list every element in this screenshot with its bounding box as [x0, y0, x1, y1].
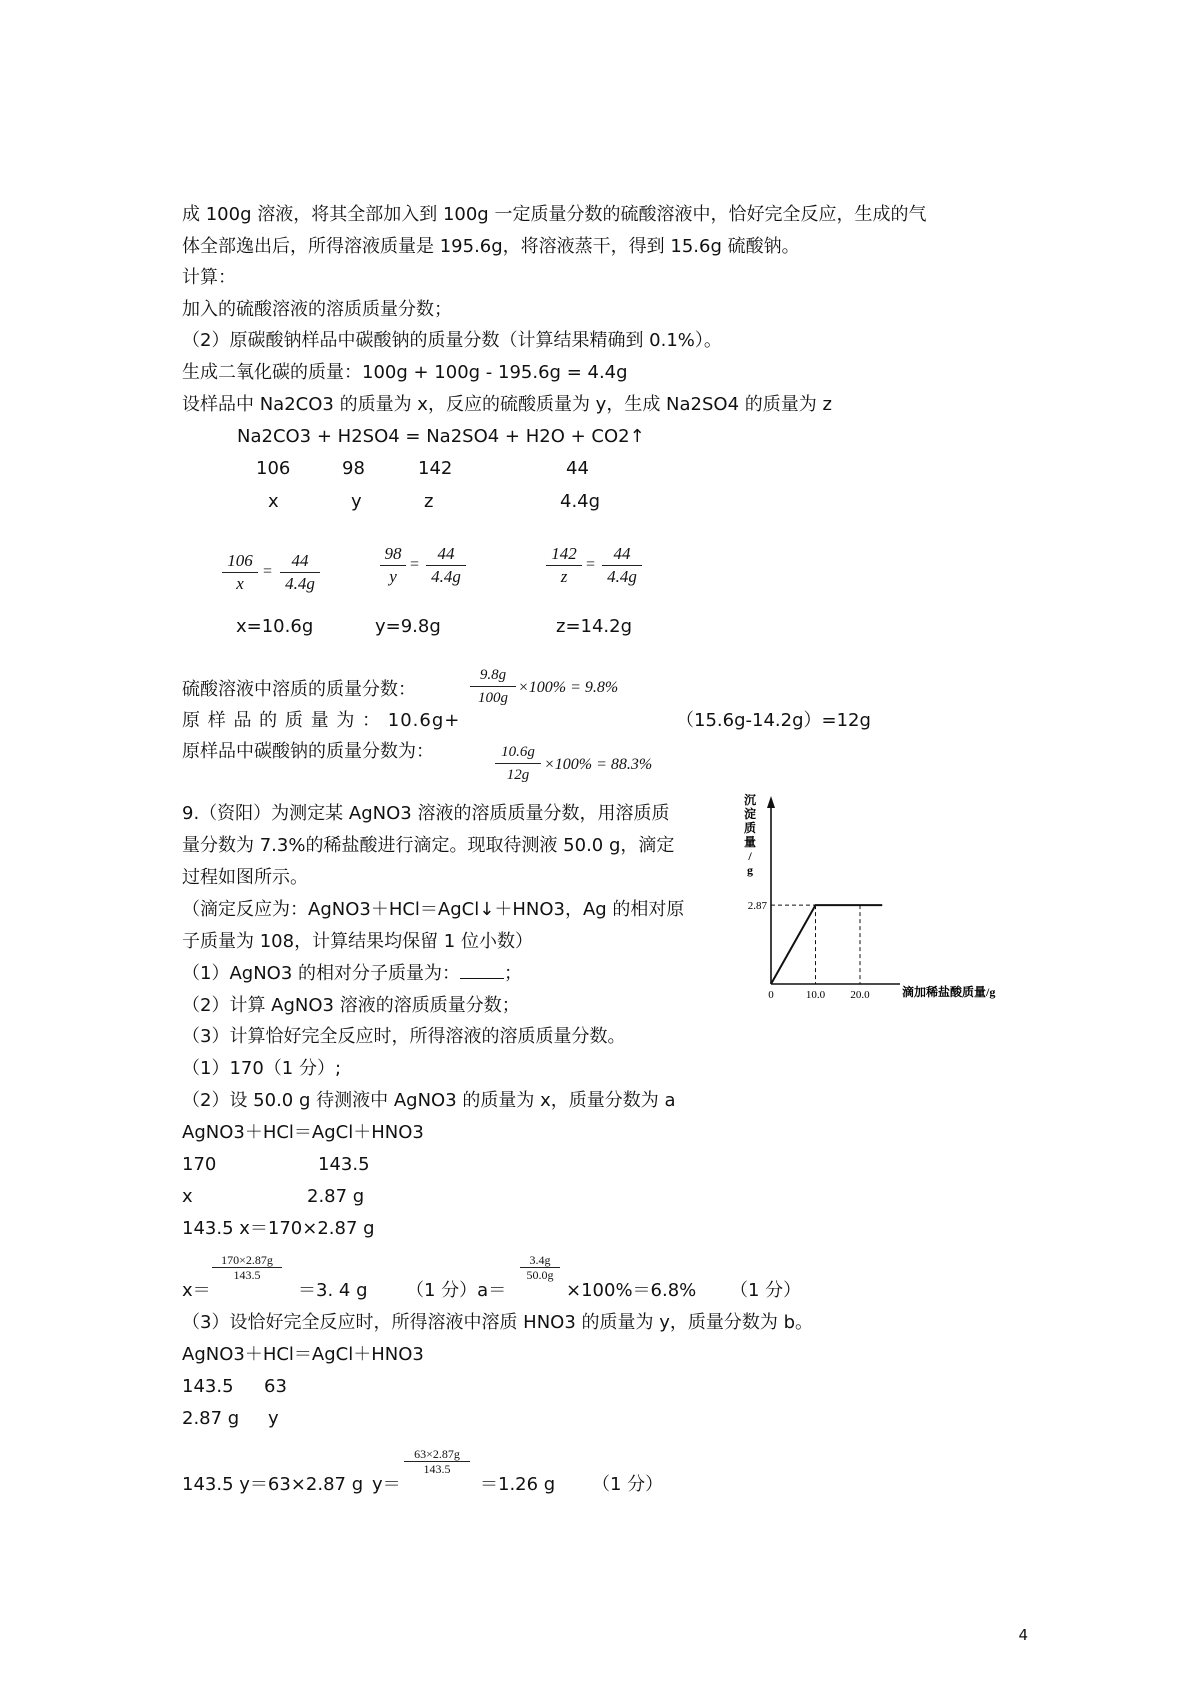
fraction-44-4.4g: 44 4.4g: [602, 543, 642, 588]
intro-line-2: 体全部逸出后，所得溶液质量是 195.6g，将溶液蒸干，得到 15.6g 硫酸钠。: [182, 236, 800, 257]
question-1: 加入的硫酸溶液的溶质质量分数；: [182, 299, 452, 320]
fraction-9.8g-100g: 9.8g 100g: [470, 664, 516, 709]
answer-2-let: （2）设 50.0 g 待测液中 AgNO3 的质量为 x，质量分数为 a: [182, 1090, 676, 1111]
co2-mass: 生成二氧化碳的质量：100g + 100g - 195.6g = 4.4g: [182, 362, 628, 383]
page-number: 4: [1018, 1626, 1028, 1644]
x-tick-label: 10.0: [805, 989, 826, 1000]
var-z: z: [424, 491, 434, 512]
titration-chart: [740, 790, 1030, 1000]
var-x: x: [268, 491, 279, 512]
x-tick-label: 0: [768, 989, 774, 1000]
acid-fraction-label: 硫酸溶液中溶质的质量分数：: [182, 679, 416, 700]
na2co3-fraction-result: ×100% = 88.3%: [544, 756, 653, 773]
fraction-98-y: 98 y: [380, 543, 406, 588]
fraction-142-z: 142 z: [546, 543, 582, 588]
mr-h2so4: 98: [342, 458, 365, 479]
y-axis-arrow: [767, 796, 775, 808]
var2-agcl: 2.87 g: [182, 1408, 240, 1429]
y-tick-label: 2.87: [747, 900, 767, 913]
calc-label: 计算：: [182, 267, 236, 288]
mr2-hno3: 63: [264, 1376, 287, 1397]
var2-y: y: [268, 1408, 279, 1429]
fraction-10.6g-12g: 10.6g 12g: [495, 741, 541, 786]
mr2-agcl: 143.5: [182, 1376, 234, 1397]
problem9-line-4: （滴定反应为：AgNO3＋HCl＝AgCl↓＋HNO3，Ag 的相对原: [182, 899, 685, 920]
intro-line-1: 成 100g 溶液，将其全部加入到 100g 一定质量分数的硫酸溶液中，恰好完全反应，生成的气: [182, 204, 927, 225]
mr1-agno3: 170: [182, 1154, 217, 1175]
mr-na2so4: 142: [418, 458, 453, 479]
problem9-line-5: 子质量为 108，计算结果均保留 1 位小数）: [182, 931, 533, 952]
var-co2: 4.4g: [560, 491, 601, 512]
var-y: y: [351, 491, 362, 512]
result-x: x=10.6g: [236, 616, 314, 637]
y-prefix: y＝: [372, 1474, 401, 1495]
y-axis-label: 沉淀质量/ g: [743, 793, 757, 877]
let-statement: 设样品中 Na2CO3 的质量为 x，反应的硫酸质量为 y，生成 Na2SO4 的质量为 z: [182, 394, 832, 415]
fraction-a: 3.4g 50.0g: [520, 1253, 560, 1282]
fraction-44-4.4g: 44 4.4g: [426, 543, 466, 588]
x-prefix: x＝: [182, 1280, 211, 1301]
problem9-line-3: 过程如图所示。: [182, 867, 308, 888]
score-2: （1 分）: [730, 1280, 802, 1301]
var1-agcl: 2.87 g: [307, 1186, 365, 1207]
mr-co2: 44: [566, 458, 589, 479]
problem9-question-3: （3）计算恰好完全反应时，所得溶液的溶质质量分数。: [182, 1026, 626, 1047]
proportion-1: 143.5 x＝170×2.87 g: [182, 1218, 375, 1239]
problem9-line-2: 量分数为 7.3%的稀盐酸进行滴定。现取待测液 50.0 g，滴定: [182, 835, 675, 856]
x-tick-label: 20.0: [850, 989, 870, 1000]
answer-3-let: （3）设恰好完全反应时，所得溶液中溶质 HNO3 的质量为 y，质量分数为 b。: [182, 1312, 814, 1333]
equation-1: AgNO3＋HCl＝AgCl＋HNO3: [182, 1122, 424, 1143]
chemical-equation: Na2CO3 + H2SO4 = Na2SO4 + H2O + CO2↑: [237, 426, 645, 447]
proportion-2: 143.5 y＝63×2.87 g: [182, 1474, 364, 1495]
fraction-106-x: 106 x: [222, 550, 258, 595]
mr-na2co3: 106: [256, 458, 291, 479]
acid-fraction-result: ×100% = 9.8%: [518, 679, 619, 696]
equals-sign: =: [586, 556, 596, 573]
result-y: y=9.8g: [375, 616, 441, 637]
problem9-question-2: （2）计算 AgNO3 溶液的溶质质量分数；: [182, 995, 520, 1016]
answer-1: （1）170（1 分）;: [182, 1058, 342, 1079]
sample-mass-result: （15.6g-14.2g）=12g: [676, 710, 871, 731]
a-result: ×100%＝6.8%: [566, 1280, 697, 1301]
na2co3-fraction-label: 原样品中碳酸钠的质量分数为：: [182, 741, 434, 762]
sample-mass-label: 原 样 品 的 质 量 为 ： 10.6g+: [182, 710, 461, 731]
var1-x: x: [182, 1186, 193, 1207]
problem9-line-1: 9.（资阳）为测定某 AgNO3 溶液的溶质质量分数，用溶质质: [182, 803, 670, 824]
fraction-y: 63×2.87g 143.5: [404, 1447, 470, 1476]
mr1-agcl: 143.5: [318, 1154, 370, 1175]
question-2: （2）原碳酸钠样品中碳酸钠的质量分数（计算结果精确到 0.1%）。: [182, 330, 722, 351]
equals-sign: =: [410, 556, 420, 573]
y-result: ＝1.26 g: [480, 1474, 556, 1495]
fraction-x: 170×2.87g 143.5: [212, 1253, 282, 1282]
score-1: （1 分）a＝: [406, 1280, 507, 1301]
series-line: [771, 905, 882, 984]
equation-2: AgNO3＋HCl＝AgCl＋HNO3: [182, 1344, 424, 1365]
result-z: z=14.2g: [556, 616, 633, 637]
problem9-question-1: （1）AgNO3 的相对分子质量为： ；: [182, 963, 522, 984]
x-result: ＝3. 4 g: [298, 1280, 368, 1301]
x-axis-label: 滴加稀盐酸质量/g: [902, 985, 996, 999]
score-3: （1 分）: [592, 1474, 664, 1495]
answer-blank: [460, 962, 504, 979]
fraction-44-4.4g: 44 4.4g: [280, 550, 320, 595]
equals-sign: =: [263, 563, 273, 580]
